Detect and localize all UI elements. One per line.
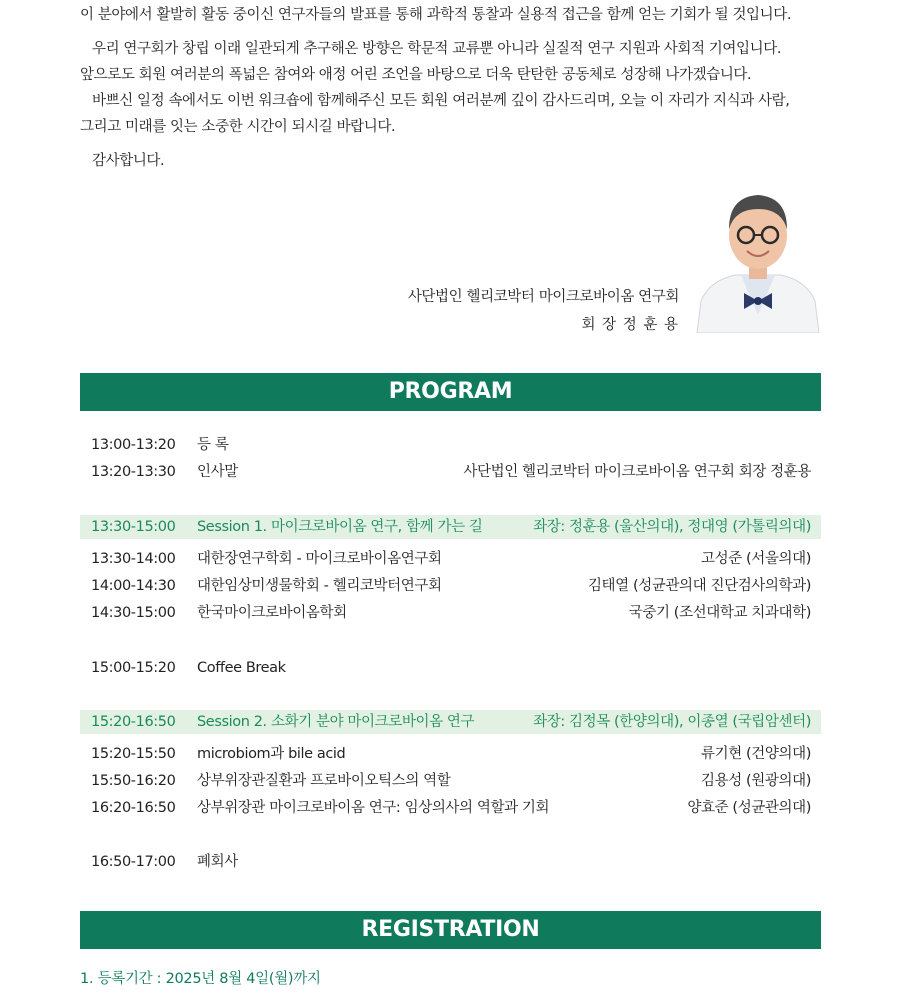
president-portrait (695, 183, 821, 333)
row-title: 대한장연구학회 - 마이크로바이옴연구회 (197, 551, 442, 567)
program-row (80, 741, 821, 767)
row-speaker: 사단법인 헬리코박터 마이크로바이옴 연구회 회장 정훈용 (463, 464, 811, 480)
session-row (80, 710, 821, 734)
row-title: 대한임상미생물학회 - 헬리코박터연구회 (197, 578, 442, 594)
registration-banner: REGISTRATION (80, 911, 821, 949)
letter-line: 우리 연구회가 창립 이래 일관되게 추구해온 방향은 학문적 교류뿐 아니라 실질적 연구 지원과 사회적 기여입니다. (92, 41, 782, 57)
program-row (80, 432, 821, 458)
program-row (80, 795, 821, 821)
signature-name: 회 장 정 훈 용 (581, 317, 679, 333)
program-row (80, 459, 821, 485)
row-speaker: 양효준 (성균관의대) (687, 800, 811, 816)
row-time: 16:20-16:50 (91, 800, 176, 816)
row-title: 상부위장관 마이크로바이옴 연구: 임상의사의 역할과 기회 (197, 800, 550, 816)
session-chairs: 좌장: 김정목 (한양의대), 이종열 (국립암센터) (533, 714, 811, 730)
row-speaker: 김용성 (원광의대) (701, 773, 811, 789)
registration-period: 1. 등록기간 : 2025년 8월 4일(월)까지 (80, 971, 321, 987)
session-title: Session 1. 마이크로바이옴 연구, 함께 가는 길 (197, 519, 483, 535)
row-time: 16:50-17:00 (91, 854, 176, 870)
row-time: 14:00-14:30 (91, 578, 176, 594)
program-row (80, 655, 821, 681)
row-title: 상부위장관질환과 프로바이오틱스의 역할 (197, 773, 451, 789)
row-time: 13:30-14:00 (91, 551, 176, 567)
row-time: 14:30-15:00 (91, 605, 176, 621)
program-row (80, 573, 821, 599)
program-row (80, 600, 821, 626)
row-speaker: 국중기 (조선대학교 치과대학) (628, 605, 811, 621)
letter-line: 이 분야에서 활발히 활동 중이신 연구자들의 발표를 통해 과학적 통찰과 실용적 접근을 함께 얻는 기회가 될 것입니다. (80, 7, 792, 23)
row-speaker: 고성준 (서울의대) (701, 551, 811, 567)
row-time: 13:30-15:00 (91, 519, 176, 535)
row-time: 13:00-13:20 (91, 437, 176, 453)
program-row (80, 849, 821, 875)
row-time: 15:20-15:50 (91, 746, 176, 762)
row-title: 등 록 (197, 437, 229, 453)
program-row (80, 546, 821, 572)
letter-line: 그리고 미래를 잇는 소중한 시간이 되시길 바랍니다. (80, 119, 396, 135)
session-title: Session 2. 소화기 분야 마이크로바이옴 연구 (197, 714, 475, 730)
row-title: 인사말 (197, 464, 238, 480)
program-row (80, 768, 821, 794)
session-row (80, 515, 821, 539)
signature-org: 사단법인 헬리코박터 마이크로바이옴 연구회 (407, 289, 679, 305)
row-title: 한국마이크로바이옴학회 (197, 605, 347, 621)
letter-line: 바쁘신 일정 속에서도 이번 워크숍에 함께해주신 모든 회원 여러분께 깊이 감사드리며, 오늘 이 자리가 지식과 사람, (92, 93, 790, 109)
letter-closing: 감사합니다. (92, 153, 165, 169)
program-banner: PROGRAM (80, 373, 821, 411)
greeting-letter (80, 0, 825, 174)
row-speaker: 류기현 (건양의대) (701, 746, 811, 762)
letter-line: 앞으로도 회원 여러분의 폭넓은 참여와 애정 어린 조언을 바탕으로 더욱 탄탄한 공동체로 성장해 나가겠습니다. (80, 67, 752, 83)
row-speaker: 김태열 (성균관의대 진단검사의학과) (587, 578, 811, 594)
row-time: 15:20-16:50 (91, 714, 176, 730)
row-title: Coffee Break (197, 660, 286, 676)
row-time: 13:20-13:30 (91, 464, 176, 480)
session-chairs: 좌장: 정훈용 (울산의대), 정대영 (가톨릭의대) (533, 519, 811, 535)
row-time: 15:50-16:20 (91, 773, 176, 789)
row-time: 15:00-15:20 (91, 660, 176, 676)
signature-block (408, 283, 679, 339)
row-title: microbiom과 bile acid (197, 746, 346, 762)
row-title: 폐회사 (197, 854, 238, 870)
